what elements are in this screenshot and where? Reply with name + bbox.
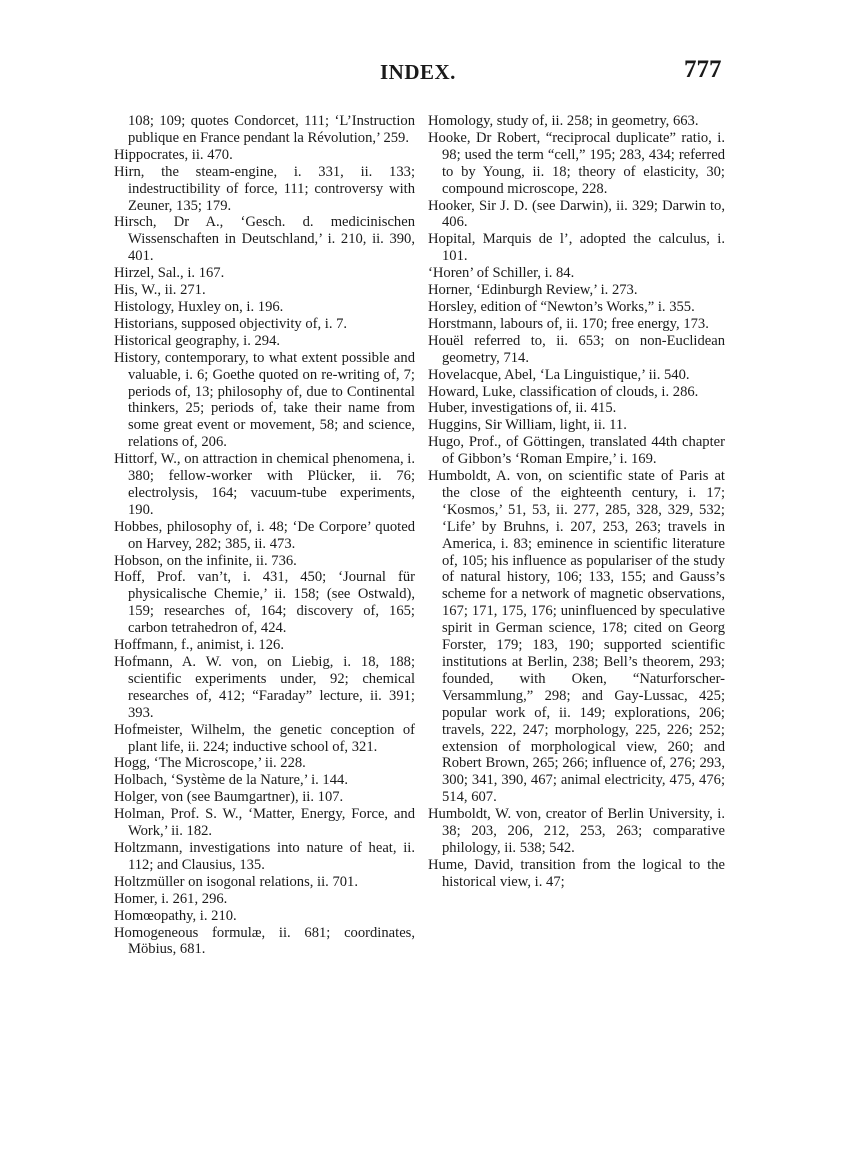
index-entry: Houël referred to, ii. 653; on non-Euclidean geometry, 714.: [428, 332, 725, 366]
index-entry: ‘Horen’ of Schiller, i. 84.: [428, 265, 575, 282]
index-entry: Hooke, Dr Robert, “reciprocal duplicate” ratio, i. 98; used the term “cell,” 195; 283, 434; referred to by Young, ii. 18; theory of elasticity, 30; compound microscope, 228.: [428, 129, 725, 197]
index-entry: Homer, i. 261, 296.: [114, 890, 228, 907]
index-entry: Hooker, Sir J. D. (see Darwin), ii. 329; Darwin to, 406.: [428, 197, 725, 231]
index-entry: Hobson, on the infinite, ii. 736.: [114, 552, 297, 569]
index-entry: Hirsch, Dr A., ‘Gesch. d. medicinischen Wissenschaften in Deutschland,’ i. 210, ii. 390, 401.: [114, 214, 415, 265]
index-entry: Horstmann, labours of, ii. 170; free energy, 173.: [428, 315, 709, 332]
index-entry: Hume, David, transition from the logical to the historical view, i. 47;: [428, 856, 725, 890]
index-entry: 108; 109; quotes Condorcet, 111; ‘L’Instruction publique en France pendant la Révolution,’ 259.: [128, 113, 415, 146]
index-entry: Humboldt, W. von, creator of Berlin University, i. 38; 203, 206, 212, 253, 263; comparative philology, ii. 538; 542.: [428, 806, 725, 856]
index-entry: History, contemporary, to what extent possible and valuable, i. 6; Goethe quoted on re-writing of, 7; periods of, 13; philosophy of, due to Continental thinkers, 25; periods of, take their name from some great event or movement, 58; and science, relations of, 206.: [114, 349, 415, 451]
index-entry: Homogeneous formulæ, ii. 681; coordinates, Möbius, 681.: [114, 924, 415, 958]
index-entry: Hittorf, W., on attraction in chemical phenomena, i. 380; fellow-worker with Plücker, ii. 76; electrolysis, 164; vacuum-tube experiments, 190.: [114, 451, 415, 518]
index-entry: Huggins, Sir William, light, ii. 11.: [428, 417, 627, 434]
index-entry: Hopital, Marquis de l’, adopted the calculus, i. 101.: [428, 231, 725, 265]
index-entry: Hugo, Prof., of Göttingen, translated 44th chapter of Gibbon’s ‘Roman Empire,’ i. 169.: [428, 434, 725, 468]
index-entry: Hirzel, Sal., i. 167.: [114, 265, 225, 282]
index-entry: Hovelacque, Abel, ‘La Linguistique,’ ii. 540.: [428, 366, 690, 383]
index-entry: Humboldt, A. von, on scientific state of Paris at the close of the eighteenth century, i. 17; ‘Kosmos,’ 51, 53, ii. 277, 285, 328, 329, 532; ‘Life’ by Bruhns, i. 207, 253, 263; travels in America, i. 83; eminence in scientific literature of, 105; his influence as populariser of the study of natural history, 106; 133, 155; and Gauss’s scheme for a network of magnetic observations, 167; 171, 175, 176; uninfluenced by speculative spirit in German science, 178; cited on Georg Forster, 179; 183, 190; supported scientific institutions at Berlin, 238; Bell’s theorem, 293; founded, with Oken, “Naturforscher-Versammlung,” 298; and Gay-Lussac, 425; popular work of, ii. 149; explorations, 206; travels, 222, 247; morphology, 225, 226; 252; extension of morphological view, 260; and Robert Brown, 265; 266; influence of, 276; 293, 300; 341, 390, 467; animal electricity, 475, 476; 514, 607.: [428, 468, 725, 806]
index-entry: Hofmeister, Wilhelm, the genetic conception of plant life, ii. 224; inductive school of, 321.: [114, 721, 415, 755]
index-entry: Hogg, ‘The Microscope,’ ii. 228.: [114, 755, 306, 772]
index-entry: Holtzmann, investigations into nature of heat, ii. 112; and Clausius, 135.: [114, 839, 415, 873]
index-entry: Horner, ‘Edinburgh Review,’ i. 273.: [428, 282, 638, 299]
index-entry: Hobbes, philosophy of, i. 48; ‘De Corpore’ quoted on Harvey, 282; 385, ii. 473.: [114, 518, 415, 552]
page-header-title: INDEX.: [380, 60, 456, 84]
index-entry: Hoff, Prof. van’t, i. 431, 450; ‘Journal für physicalische Chemie,’ ii. 158; (see Ostwald), 159; researches of, 164; discovery of, 165; carbon tetrahedron of, 424.: [114, 569, 415, 637]
index-entry: Horsley, edition of “Newton’s Works,” i. 355.: [428, 298, 695, 315]
page-number: 777: [684, 56, 722, 83]
index-entry: Holbach, ‘Système de la Nature,’ i. 144.: [114, 772, 348, 789]
index-entry: Historical geography, i. 294.: [114, 332, 281, 349]
index-entry: Hofmann, A. W. von, on Liebig, i. 18, 188; scientific experiments under, 92; chemical researches of, 412; “Faraday” lecture, ii. 391; 393.: [114, 654, 415, 721]
index-entry: Homology, study of, ii. 258; in geometry, 663.: [428, 113, 699, 129]
index-entry: Hippocrates, ii. 470.: [114, 146, 233, 163]
index-entry: Hoffmann, f., animist, i. 126.: [114, 637, 284, 654]
index-entry: Histology, Huxley on, i. 196.: [114, 298, 284, 315]
index-entry: Holtzmüller on isogonal relations, ii. 701.: [114, 873, 359, 890]
index-column-left: [114, 113, 415, 958]
index-entry: His, W., ii. 271.: [114, 282, 206, 299]
index-entry: Hirn, the steam-engine, i. 331, ii. 133; indestructibility of force, 111; controversy with Zeuner, 135; 179.: [114, 163, 415, 214]
index-entry: Historians, supposed objectivity of, i. 7.: [114, 315, 348, 332]
index-entry: Huber, investigations of, ii. 415.: [428, 400, 617, 417]
index-entry: Homœopathy, i. 210.: [114, 907, 237, 924]
index-entry: Holman, Prof. S. W., ‘Matter, Energy, Force, and Work,’ ii. 182.: [114, 806, 415, 840]
index-entry: Howard, Luke, classification of clouds, i. 286.: [428, 383, 699, 400]
index-entry: Holger, von (see Baumgartner), ii. 107.: [114, 789, 344, 806]
index-column-right: [428, 113, 725, 891]
